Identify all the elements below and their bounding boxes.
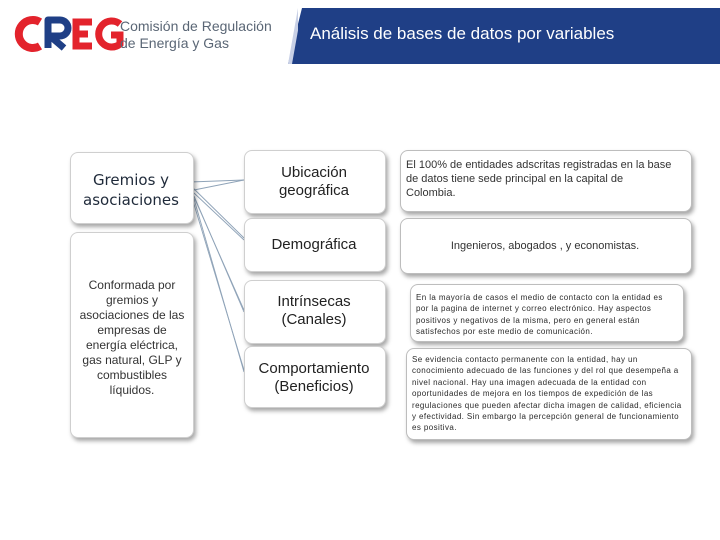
variable-ubicacion: Ubicación geográfica [278, 164, 350, 199]
variable-demografica: Demográfica [271, 236, 357, 253]
finding-demografica: Ingenieros, abogados , y economistas. [450, 240, 640, 252]
group-description: Conformada por gremios y asociaciones de las empresas de energía eléctrica, gas natural, GLP y combustibles líquidos. [79, 278, 185, 397]
connector-comportamiento-b [194, 199, 244, 372]
finding-intrinsecas: En la mayoría de casos el medio de contacto con la entidad es por la pagina de internet y correo electrónico. Hay aspectos positivos y negativos de la misma, pero en general están satisfechos por este medio de comunicación. [416, 293, 663, 337]
finding-comportamiento: Se evidencia contacto permanente con la entidad, hay un conocimiento adecuado de las funciones y del rol que desempeña a nivel nacional. Hay una imagen adecuada de la entidad con oportunidades de mejora en los tiempos de expedición de las regulaciones que pueden afectar dicha imagen de calidad, eficiencia y efectividad. Sin embargo la percepción general de funcionamiento es positiva. [412, 355, 682, 433]
connector-demografica-b [194, 193, 244, 240]
gremios-heading: Gremios y asociaciones [83, 171, 179, 209]
logo-line-2: de Energía y Gas [120, 35, 229, 51]
variable-intrinsecas: Intrínsecas (Canales) [277, 293, 351, 328]
variable-comportamiento: Comportamiento (Beneficios) [258, 360, 370, 395]
logo-line-1: Comisión de Regulación [120, 18, 272, 34]
page-title: Análisis de bases de datos por variables [310, 24, 615, 43]
connector-demografica [190, 185, 244, 238]
finding-ubicacion: El 100% de entidades adscritas registradas en la base de datos tiene sede principal en la capital de Colombia. [406, 159, 672, 199]
